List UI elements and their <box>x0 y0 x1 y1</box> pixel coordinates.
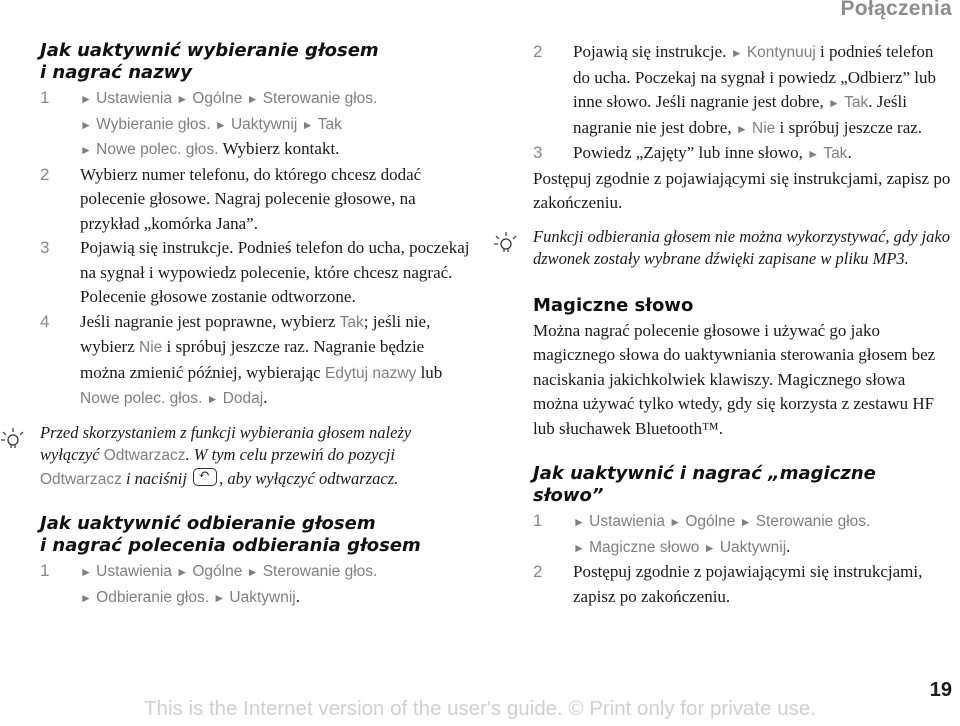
arrow-icon: ► <box>703 540 716 555</box>
tip-note <box>40 422 470 492</box>
paragraph: Można nagrać polecenie głosowe i używać go jako magicznego słowa do uaktywniania sterowania głosem bez naciskania jakichkolwiek klawiszy. Magicznego słowa można używać tylko wtedy, gdy się korzysta z zestawu HF lub słuchawek Bluetooth™. <box>533 320 936 438</box>
menu-item: Sterowanie głos. <box>755 513 871 530</box>
menu-item: Uaktywnij <box>229 588 296 606</box>
step-number: 2 <box>533 562 543 581</box>
step-2b-right <box>533 560 953 609</box>
arrow-icon: ► <box>80 92 92 106</box>
tip-text: Przed skorzystaniem z funkcji wybierania głosem należy wyłączyć <box>40 422 412 464</box>
arrow-icon: ► <box>80 117 92 132</box>
menu-item: Ustawienia <box>96 90 172 107</box>
step-text: Powiedz „Zajęty” lub inne słowo, <box>573 143 808 162</box>
menu-item: Odtwarzacz <box>103 447 186 464</box>
step-3 <box>40 236 470 310</box>
arrow-icon: ► <box>206 392 219 406</box>
arrow-icon: ► <box>246 92 259 106</box>
tip-note <box>533 226 953 271</box>
paragraph: Postępuj zgodnie z pojawiającymi się instrukcjami, zapisz po zakończeniu. <box>533 168 951 212</box>
heading-voice-answering <box>40 513 470 557</box>
step-text: . <box>263 388 268 407</box>
menu-item: Magiczne słowo <box>589 538 700 556</box>
heading-line: słowo” <box>533 485 604 506</box>
step-text: lub <box>416 362 443 382</box>
step-text: . <box>786 536 791 556</box>
back-key-icon <box>193 468 217 486</box>
heading-line: Jak uaktywnić odbieranie głosem <box>40 513 376 534</box>
step-number: 3 <box>40 238 50 257</box>
arrow-icon: ► <box>80 590 92 605</box>
section-title: Połączenia <box>840 0 952 20</box>
tip-text: Funkcji odbierania głosem nie można wykorzystywać, gdy jako dzwonek zostały wybrane dźwięki zapisane w pliku MP3. <box>533 226 951 268</box>
menu-item: Ogólne <box>192 90 243 107</box>
step-text: . <box>847 143 852 162</box>
arrow-icon: ► <box>827 96 840 110</box>
step-text: Wybierz kontakt. <box>222 139 340 158</box>
arrow-icon: ► <box>573 515 585 529</box>
step-number: 2 <box>40 164 50 184</box>
lightbulb-icon <box>493 230 519 256</box>
step-number: 1 <box>40 88 50 107</box>
menu-item: Wybieranie głos. <box>96 115 211 133</box>
menu-item: Tak <box>339 313 364 331</box>
menu-item: Dodaj <box>222 390 264 407</box>
heading-line: Jak uaktywnić i nagrać „magiczne <box>533 463 876 484</box>
step-1 <box>40 86 470 163</box>
step-text: . <box>295 586 300 606</box>
lightbulb-icon <box>0 426 26 452</box>
heading-magic-word: Magiczne słowo <box>533 294 694 316</box>
menu-item: Ogólne <box>685 513 736 530</box>
menu-item: Ogólne <box>192 563 243 580</box>
step-text: i spróbuj jeszcze raz. Nagranie będzie można zmienić później, wybierając <box>80 337 425 382</box>
arrow-icon: ► <box>80 143 92 157</box>
step-4 <box>40 310 470 412</box>
tip-text: . W tym celu przewiń do pozycji <box>185 445 395 464</box>
step-text: Pojawią się instrukcje. Podnieś telefon do ucha, poczekaj na sygnał i wypowiedz polecenie, które chcesz nagrać. Polecenie głosowe zostanie odtworzone. <box>80 238 470 306</box>
step-number: 1 <box>40 561 50 580</box>
step-number: 4 <box>40 311 50 331</box>
step-1b <box>40 559 470 610</box>
menu-item: Nowe polec. głos. <box>80 390 203 407</box>
page-number: 19 <box>929 679 952 701</box>
arrow-icon: ► <box>214 117 227 132</box>
arrow-icon: ► <box>176 92 189 106</box>
step-2 <box>40 163 470 237</box>
step-2-right <box>533 40 953 141</box>
heading-line: i nagrać nazwy <box>40 62 193 83</box>
heading-line: i nagrać polecenia odbierania głosem <box>40 535 421 556</box>
footer-watermark: This is the Internet version of the user's guide. © Print only for private use. <box>144 697 816 720</box>
menu-item: Tak <box>317 115 342 133</box>
step-number: 3 <box>533 143 543 162</box>
arrow-icon: ► <box>807 147 820 161</box>
menu-item: Uaktywnij <box>719 538 787 556</box>
menu-item: Nie <box>139 339 163 356</box>
menu-item: Uaktywnij <box>230 115 298 133</box>
arrow-icon: ► <box>80 565 92 579</box>
menu-item: Edytuj nazwy <box>324 364 417 382</box>
menu-item: Tak <box>823 145 848 162</box>
step-text: . Jeśli nagranie nie jest dobre, <box>573 92 907 137</box>
step-text: Wybierz numer telefonu, do którego chcesz dodać polecenie głosowe. Nagraj polecenie głosowe, na przykład „komórka Jana”. <box>80 164 422 233</box>
arrow-icon: ► <box>176 565 189 579</box>
menu-item: Sterowanie głos. <box>262 90 378 107</box>
menu-item: Odtwarzacz <box>40 470 122 488</box>
step-number: 2 <box>533 42 543 61</box>
step-text: Postępuj zgodnie z pojawiającymi się instrukcjami, zapisz po zakończeniu. <box>573 562 923 606</box>
step-text: i podnieś telefon do ucha. Poczekaj na sygnał i powiedz „Odbierz” lub inne słowo. Jeśli nagranie jest dobre, <box>573 42 937 111</box>
heading-voice-dialing <box>40 40 470 84</box>
tip-text: i naciśnij <box>121 468 192 488</box>
right-column <box>533 40 953 609</box>
arrow-icon: ► <box>669 515 682 529</box>
step-3-right <box>533 141 953 167</box>
menu-item: Ustawienia <box>96 563 172 580</box>
menu-item: Nowe polec. głos. <box>96 141 219 158</box>
arrow-icon: ► <box>735 121 748 136</box>
step-text: Jeśli nagranie jest poprawne, wybierz <box>80 311 340 331</box>
step-text: i spróbuj jeszcze raz. <box>775 117 923 137</box>
menu-item: Odbieranie głos. <box>96 588 210 606</box>
step-text: ; jeśli nie, wybierz <box>80 311 431 356</box>
heading-line: Jak uaktywnić wybieranie głosem <box>40 40 379 61</box>
tip-text: , aby wyłączyć odtwarzacz. <box>219 468 399 488</box>
menu-item: Nie <box>752 119 776 137</box>
arrow-icon: ► <box>213 590 226 605</box>
step-number: 1 <box>533 511 543 530</box>
arrow-icon: ► <box>246 565 259 579</box>
menu-item: Ustawienia <box>589 513 665 530</box>
menu-item: Tak <box>844 94 869 111</box>
arrow-icon: ► <box>573 540 585 555</box>
arrow-icon: ► <box>739 515 752 529</box>
step-text: Pojawią się instrukcje. <box>573 42 731 61</box>
step-1-right <box>533 509 953 560</box>
arrow-icon: ► <box>730 46 743 60</box>
menu-item: Kontynuuj <box>746 44 816 61</box>
left-column <box>40 40 470 610</box>
menu-item: Sterowanie głos. <box>262 563 378 580</box>
arrow-icon: ► <box>301 117 314 132</box>
heading-record-magic-word <box>533 463 953 507</box>
